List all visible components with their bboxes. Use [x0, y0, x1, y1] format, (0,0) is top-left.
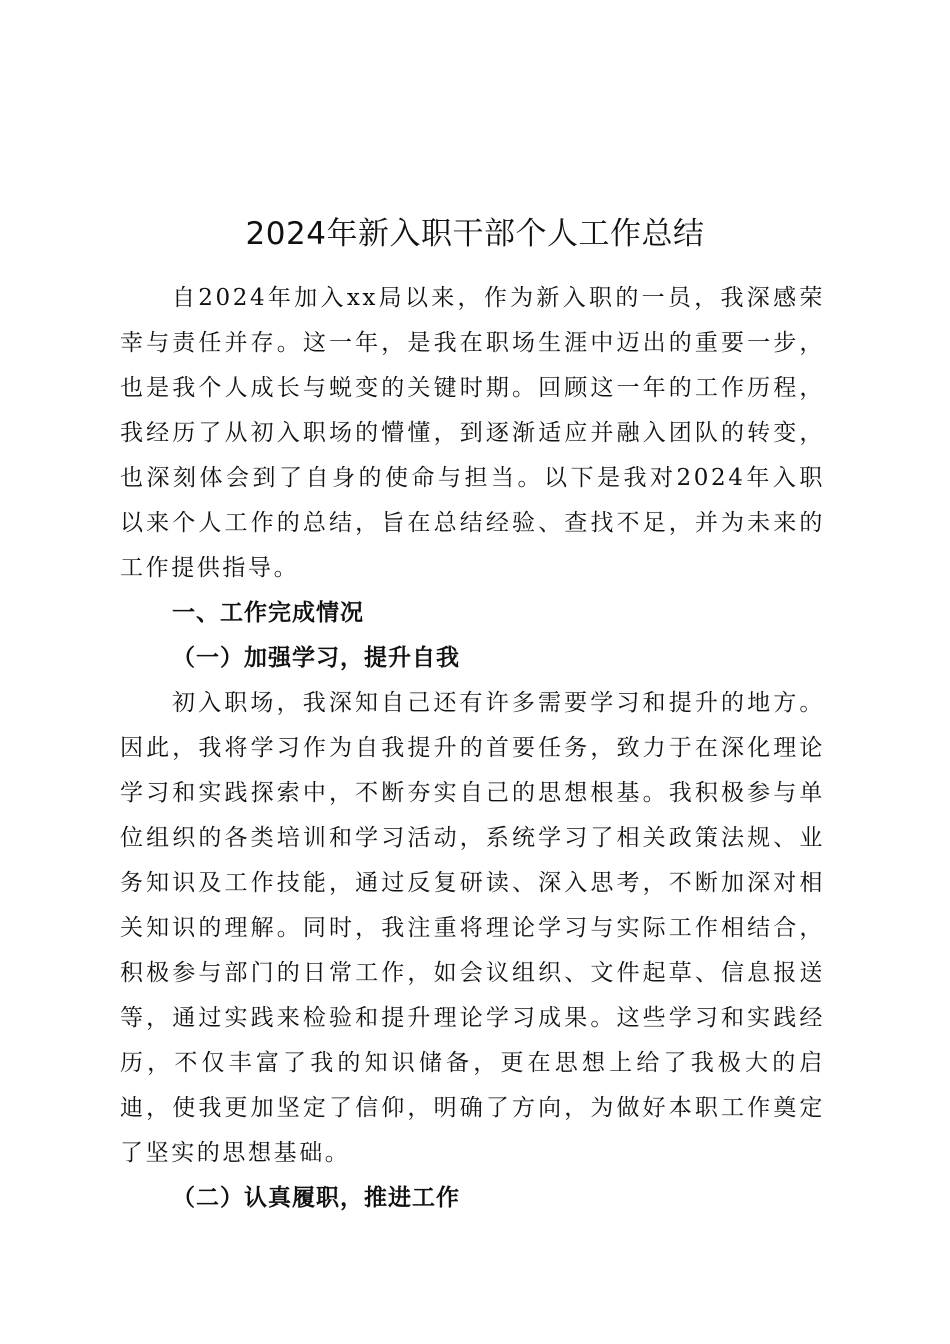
document-title: 2024年新入职干部个人工作总结	[245, 216, 705, 252]
subsection-heading-2: （二）认真履职，推进工作	[172, 1185, 460, 1211]
section-heading-1: 一、工作完成情况	[172, 600, 364, 626]
subsection-1-paragraph: 初入职场，我深知自己还有许多需要学习和提升的地方。因此，我将学习作为自我提升的首要任务，致力于在深化理论学习和实践探索中，不断夯实自己的思想根基。我积极参与单位组织的各类培训和学习活动，系统学习了相关政策法规、业务知识及工作技能，通过反复研读、深入思考，不断加深对相关知识的理解。同时，我注重将理论学习与实际工作相结合，积极参与部门的日常工作，如会议组织、文件起草、信息报送等，通过实践来检验和提升理论学习成果。这些学习和实践经历，不仅丰富了我的知识储备，更在思想上给了我极大的启迪，使我更加坚定了信仰，明确了方向，为做好本职工作奠定了坚实的思想基础。	[120, 690, 825, 1166]
subsection-heading-1: （一）加强学习，提升自我	[172, 645, 460, 671]
document-body	[120, 276, 825, 1221]
intro-paragraph: 自2024年加入xx局以来，作为新入职的一员，我深感荣幸与责任并存。这一年，是我在职场生涯中迈出的重要一步，也是我个人成长与蜕变的关键时期。回顾这一年的工作历程，我经历了从初入职场的懵懂，到逐渐适应并融入团队的转变，也深刻体会到了自身的使命与担当。以下是我对2024年入职以来个人工作的总结，旨在总结经验、查找不足，并为未来的工作提供指导。	[120, 285, 825, 581]
